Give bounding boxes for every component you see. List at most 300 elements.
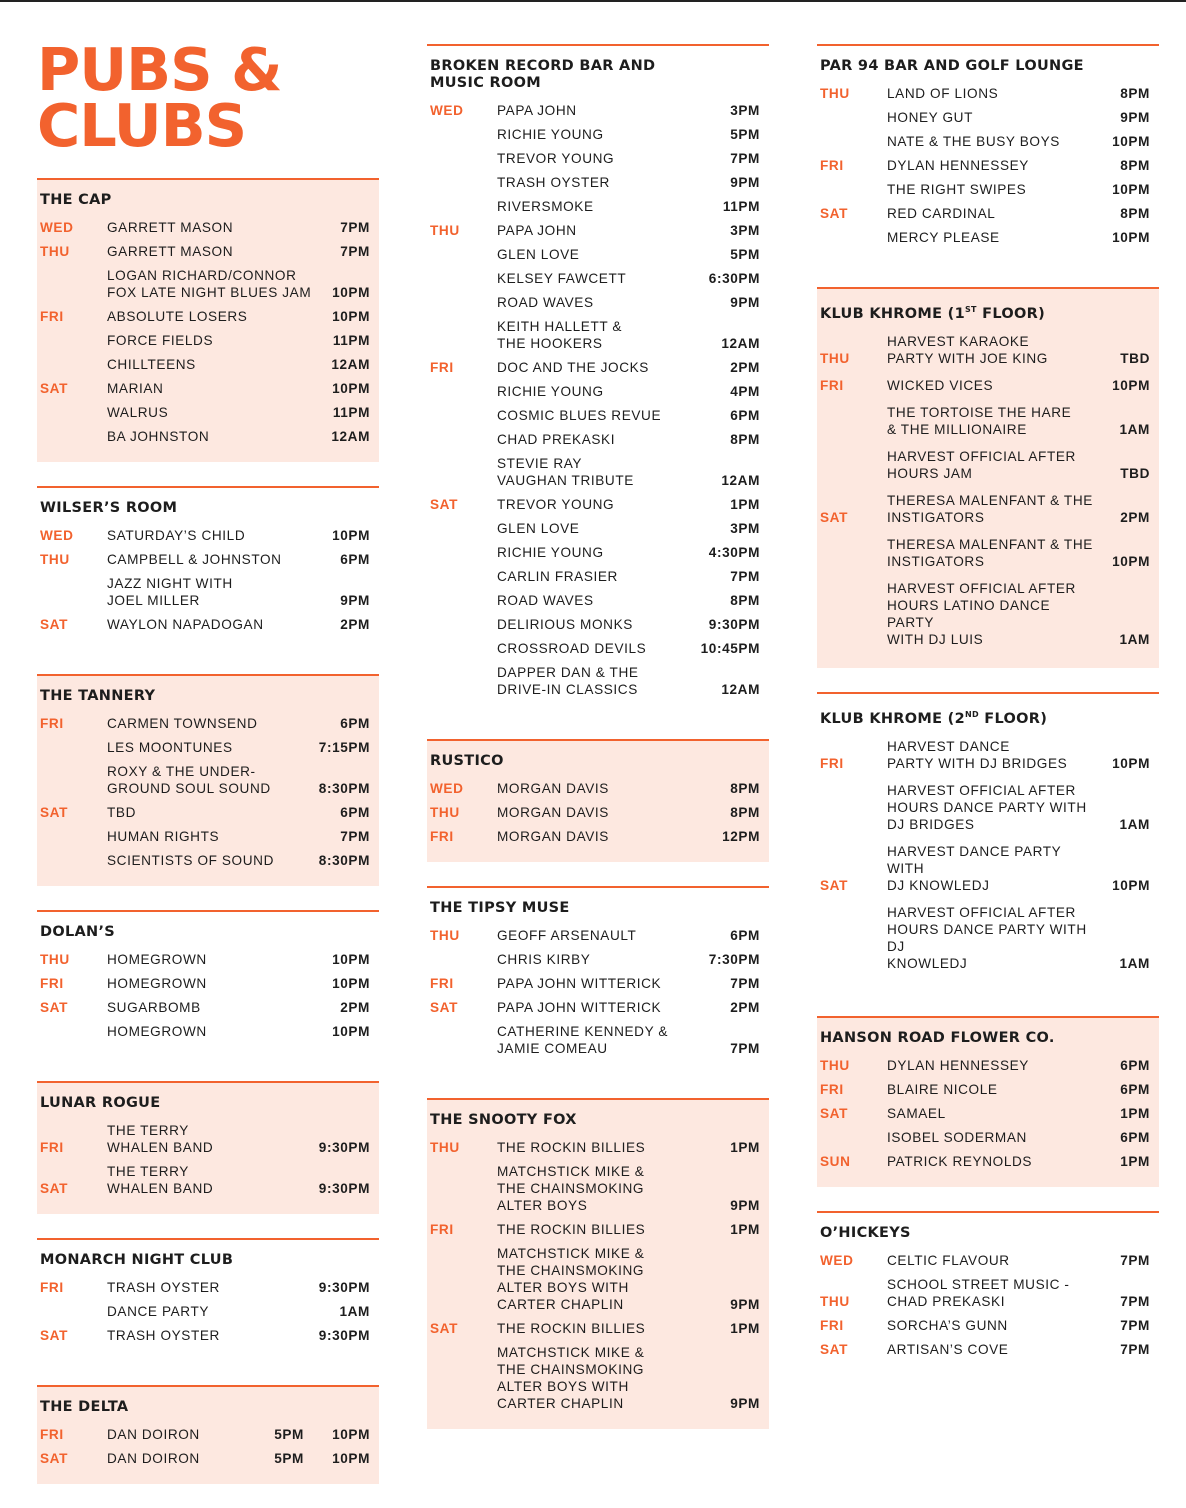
listing-time: 10PM <box>332 381 370 396</box>
listing-act <box>887 1252 1096 1269</box>
listing-day: SAT <box>40 1000 68 1015</box>
listing-time: 6PM <box>340 805 370 820</box>
listing-act-line: SCHOOL STREET MUSIC - <box>887 1276 1070 1292</box>
listing-act-line: GARRETT MASON <box>107 244 234 259</box>
listing-act-line: ALTER BOYS WITH <box>497 1280 629 1295</box>
listing-time: 7PM <box>1120 1317 1150 1333</box>
listing-day: FRI <box>430 976 454 991</box>
listing-row <box>427 1023 769 1057</box>
listing-act-line: MATCHSTICK MIKE & <box>497 1164 645 1179</box>
listing-day: FRI <box>430 1222 454 1237</box>
listing-act <box>107 739 316 756</box>
listing-act-line: MATCHSTICK MIKE & <box>497 1246 645 1261</box>
listing-act-line: CROSSROAD DEVILS <box>497 641 647 656</box>
listing-row <box>37 975 379 992</box>
listing-act <box>107 852 316 869</box>
listing-act-line: ROAD WAVES <box>497 593 594 608</box>
venue-name-text: THE DELTA <box>40 1399 129 1415</box>
listing-act-line: HOURS DANCE PARTY WITH <box>887 799 1087 815</box>
listing-row <box>817 1081 1159 1098</box>
listing-act-line: HARVEST OFFICIAL AFTER <box>887 448 1076 464</box>
page-title-line-2: CLUBS <box>37 91 247 160</box>
listing-act-line: COSMIC BLUES REVUE <box>497 408 662 423</box>
listing-act-line: MARIAN <box>107 381 164 396</box>
listing-act <box>107 1426 274 1443</box>
listing-act <box>497 1320 706 1337</box>
listing-row <box>37 852 379 869</box>
listing-row <box>37 1122 379 1156</box>
venue-block <box>37 910 379 1057</box>
listing-row <box>817 843 1159 894</box>
listing-time: 9PM <box>730 175 760 190</box>
listing-act <box>887 377 1096 394</box>
listing-act-line: ROAD WAVES <box>497 295 594 310</box>
listing-act <box>887 843 1096 894</box>
column-1 <box>37 35 379 1508</box>
listing-act <box>497 150 706 167</box>
listing-act-line: DRIVE-IN CLASSICS <box>497 682 638 697</box>
listing-act <box>107 828 316 845</box>
listing-act <box>497 174 706 191</box>
listing-time: 1PM <box>1120 1153 1150 1169</box>
listing-row <box>427 383 769 400</box>
listing-act-line: JAZZ NIGHT WITH <box>107 576 233 591</box>
listing-time: 12AM <box>721 336 760 351</box>
listing-act <box>497 246 706 263</box>
listing-act <box>497 294 706 311</box>
listing-act-line: HOURS LATINO DANCE PARTY <box>887 597 1051 630</box>
listing-row <box>37 380 379 397</box>
venue-name-text: MONARCH NIGHT CLUB <box>40 1252 234 1268</box>
listing-act <box>887 1129 1096 1146</box>
listing-act-line: SORCHA’S GUNN <box>887 1317 1008 1333</box>
listing-day: FRI <box>40 1280 64 1295</box>
listing-act-line: RICHIE YOUNG <box>497 545 604 560</box>
listing-row <box>427 270 769 287</box>
listing-row <box>427 664 769 698</box>
listing-act <box>497 1023 706 1057</box>
listing-act-line: NATE & THE BUSY BOYS <box>887 134 1060 149</box>
listing-act-line: SATURDAY’S CHILD <box>107 528 246 543</box>
listing-time: 2PM <box>730 360 760 375</box>
listing-act <box>107 404 316 421</box>
listing-time: 1PM <box>1120 1105 1150 1121</box>
listing-row <box>427 126 769 143</box>
listing-act <box>107 332 316 349</box>
listing-day: THU <box>430 928 460 943</box>
listing-act <box>887 536 1096 570</box>
listing-time: 9PM <box>730 1198 760 1213</box>
listing-act <box>887 448 1096 482</box>
venue-name <box>37 1387 379 1426</box>
listing-act <box>107 551 316 568</box>
listing-act <box>107 1163 316 1197</box>
listing-act-line: THE ROCKIN BILLIES <box>497 1222 646 1237</box>
listing-act-line: PAPA JOHN WITTERICK <box>497 1000 662 1015</box>
listing-act-line: BA JOHNSTON <box>107 429 210 444</box>
listing-act <box>497 999 706 1016</box>
listing-time: 9:30PM <box>318 1140 370 1155</box>
listing-time: 12PM <box>722 829 760 844</box>
listing-time: 5PM <box>730 127 760 142</box>
listing-act-line: FORCE FIELDS <box>107 333 214 348</box>
listing-act <box>497 496 706 513</box>
venue-name <box>427 1100 769 1139</box>
listing-row <box>427 222 769 239</box>
listing-act-line: TRASH OYSTER <box>107 1328 220 1343</box>
listing-time: 6PM <box>340 716 370 731</box>
listing-day: THU <box>430 223 460 238</box>
listing-act-line: THE ROCKIN BILLIES <box>497 1140 646 1155</box>
listing-act-line: CHAD PREKASKI <box>497 432 616 447</box>
listing-row <box>427 150 769 167</box>
listing-row <box>427 927 769 944</box>
venue-block <box>427 1098 769 1429</box>
listing-row <box>817 1057 1159 1074</box>
listing-time: 7:15PM <box>318 740 370 755</box>
listing-act-line: PARTY WITH JOE KING <box>887 350 1048 366</box>
listing-act-line: DANCE PARTY <box>107 1304 210 1319</box>
listing-time: 7PM <box>730 976 760 991</box>
listing-act-line: THE TORTOISE THE HARE <box>887 404 1072 420</box>
venue-name-text: DOLAN’S <box>40 924 116 940</box>
listing-day: SAT <box>820 509 848 525</box>
listing-act-line: MORGAN DAVIS <box>497 829 609 844</box>
listing-act-line: SAMAEL <box>887 1105 946 1121</box>
venue-block <box>817 287 1159 668</box>
listing-time: 2PM <box>1120 509 1150 525</box>
listing-row <box>37 1450 379 1467</box>
venue-name-text: O’HICKEYS <box>820 1224 911 1241</box>
listing-time: 3PM <box>730 223 760 238</box>
venue-block <box>427 739 769 862</box>
listing-act <box>887 492 1096 526</box>
listing-act-line: HOURS DANCE PARTY WITH DJ <box>887 921 1087 954</box>
listing-act-line: MORGAN DAVIS <box>497 781 609 796</box>
listing-act <box>107 575 316 609</box>
listing-row <box>817 1252 1159 1269</box>
listing-row <box>427 102 769 119</box>
venue-list <box>37 178 379 1484</box>
listing-act <box>497 1344 706 1412</box>
listing-act-line: ISOBEL SODERMAN <box>887 1129 1027 1145</box>
listing-time: 6:30PM <box>708 271 760 286</box>
listing-day: SAT <box>40 805 68 820</box>
listing-act-line: CAMPBELL & JOHNSTON <box>107 552 282 567</box>
listing-day: SUN <box>820 1153 851 1169</box>
listing-time: 7PM <box>340 829 370 844</box>
listing-row <box>817 229 1159 246</box>
listing-row <box>817 333 1159 367</box>
listing-row <box>817 181 1159 198</box>
listing-act <box>497 592 706 609</box>
listing-time: 8PM <box>1120 86 1150 101</box>
listing-act-line: RIVERSMOKE <box>497 199 594 214</box>
listing-row <box>37 616 379 633</box>
listing-row <box>37 763 379 797</box>
listing-day: WED <box>430 781 464 796</box>
listing-time: 10:45PM <box>700 641 760 656</box>
listing-act-line: WALRUS <box>107 405 169 420</box>
listing-row <box>37 356 379 373</box>
listing-time: 7:30PM <box>708 952 760 967</box>
venue-list <box>817 44 1159 1375</box>
listing-act <box>497 198 706 215</box>
listing-row <box>817 1105 1159 1122</box>
listing-time: 12AM <box>721 682 760 697</box>
listing-time: TBD <box>1120 350 1150 366</box>
listing-act <box>497 222 706 239</box>
listing-day: FRI <box>40 1427 64 1442</box>
venue-name <box>37 180 379 219</box>
listing-act <box>887 181 1096 198</box>
listing-time: 7PM <box>730 1041 760 1056</box>
listing-act <box>887 157 1096 174</box>
listing-act <box>107 428 316 445</box>
listing-act <box>887 133 1096 150</box>
listing-act-line: DAN DOIRON <box>107 1451 200 1466</box>
listing-time: 1AM <box>1119 631 1150 647</box>
listing-row <box>427 951 769 968</box>
listing-time: 10PM <box>1112 134 1150 149</box>
listing-act <box>887 1153 1096 1170</box>
listing-day: WED <box>430 103 464 118</box>
listing-row <box>37 527 379 544</box>
listing-row <box>427 804 769 821</box>
listing-act-line: INSTIGATORS <box>887 509 985 525</box>
venue-name <box>37 1083 379 1122</box>
listing-time: 10PM <box>332 285 370 300</box>
listing-row <box>427 246 769 263</box>
listing-time: 9:30PM <box>318 1280 370 1295</box>
listing-act <box>887 738 1096 772</box>
listing-row <box>427 359 769 376</box>
listing-act <box>107 356 316 373</box>
venue-block <box>37 1238 379 1361</box>
listing-row <box>817 1129 1159 1146</box>
venue-block <box>427 886 769 1074</box>
listing-act-line: THE CHAINSMOKING <box>497 1263 645 1278</box>
listing-day: SAT <box>820 206 848 221</box>
page-title <box>37 35 379 178</box>
listing-day: SAT <box>40 1181 68 1196</box>
venue-name-text: THE CAP <box>40 192 112 208</box>
listing-row <box>37 332 379 349</box>
listing-act <box>497 780 706 797</box>
listing-act <box>497 927 706 944</box>
listing-act-line: THERESA MALENFANT & THE <box>887 492 1093 508</box>
listing-time: 9:30PM <box>318 1328 370 1343</box>
listing-time-start: 5PM <box>274 1451 304 1466</box>
listing-time: 7PM <box>340 220 370 235</box>
listing-day: THU <box>820 1057 850 1073</box>
listing-act <box>107 1327 316 1344</box>
listing-act-line: CARLIN FRASIER <box>497 569 618 584</box>
listing-time: 9PM <box>730 1297 760 1312</box>
listing-act-line: DAN DOIRON <box>107 1427 200 1442</box>
listing-act <box>497 951 706 968</box>
listing-act-line: HARVEST OFFICIAL AFTER <box>887 904 1076 920</box>
listing-day: SAT <box>40 617 68 632</box>
listing-time: 10PM <box>1112 182 1150 197</box>
listing-act <box>497 544 706 561</box>
listing-act <box>107 975 316 992</box>
listing-act-line: HARVEST OFFICIAL AFTER <box>887 782 1076 798</box>
listing-act-line: MATCHSTICK MIKE & <box>497 1345 645 1360</box>
listing-row <box>427 407 769 424</box>
venue-name <box>427 888 769 927</box>
listing-day: WED <box>820 1252 854 1268</box>
listing-act-line: DELIRIOUS MONKS <box>497 617 633 632</box>
listing-act <box>497 975 706 992</box>
listing-time: 11PM <box>332 333 370 348</box>
listing-act-line: HOURS JAM <box>887 465 973 481</box>
listing-act <box>497 520 706 537</box>
venue-block <box>817 1016 1159 1187</box>
listing-row <box>427 592 769 609</box>
listing-act <box>107 951 316 968</box>
listing-act-line: PATRICK REYNOLDS <box>887 1153 1033 1169</box>
listing-time: 7PM <box>1120 1341 1150 1357</box>
listing-day: THU <box>40 244 70 259</box>
listing-row <box>37 575 379 609</box>
listing-row <box>37 551 379 568</box>
listing-time: 1AM <box>339 1304 370 1319</box>
listing-time: 1AM <box>1119 955 1150 971</box>
venue-name-text: WILSER’S ROOM <box>40 500 178 516</box>
venue-name <box>37 912 379 951</box>
listing-act <box>107 1122 316 1156</box>
listing-act <box>497 1163 706 1214</box>
listing-act-line: ROXY & THE UNDER- <box>107 764 256 779</box>
listing-time: 2PM <box>730 1000 760 1015</box>
listing-row <box>37 219 379 236</box>
listing-act <box>497 270 706 287</box>
listing-row <box>817 404 1159 438</box>
listing-time: 10PM <box>1112 377 1150 393</box>
listing-row <box>817 85 1159 102</box>
listing-act-line: FOX LATE NIGHT BLUES JAM <box>107 285 312 300</box>
listing-act-line: THE CHAINSMOKING <box>497 1181 645 1196</box>
listing-act <box>497 616 706 633</box>
top-rule <box>0 0 1186 2</box>
venue-name-tail: FLOOR) <box>978 710 1048 727</box>
listing-row <box>817 492 1159 526</box>
listing-day: WED <box>40 220 74 235</box>
listing-act <box>887 109 1096 126</box>
listing-act <box>887 1341 1096 1358</box>
listing-time: 8PM <box>730 593 760 608</box>
listing-day: SAT <box>820 877 848 893</box>
listing-time: 1AM <box>1119 421 1150 437</box>
listing-act-line: RICHIE YOUNG <box>497 127 604 142</box>
listing-row <box>37 715 379 732</box>
listing-row <box>427 828 769 845</box>
venue-block <box>37 674 379 886</box>
listing-act <box>107 763 316 797</box>
venue-block <box>37 1385 379 1484</box>
listing-act-line: CHAD PREKASKI <box>887 1293 1006 1309</box>
listing-row <box>817 157 1159 174</box>
listing-row <box>427 198 769 215</box>
listing-day: FRI <box>40 309 64 324</box>
listing-time: 11PM <box>722 199 760 214</box>
listing-act <box>107 1450 274 1467</box>
listing-act <box>107 999 316 1016</box>
listing-time: 10PM <box>332 952 370 967</box>
listing-row <box>817 1276 1159 1310</box>
venue-name-text: PAR 94 BAR AND GOLF LOUNGE <box>820 58 1084 74</box>
listing-time: 4PM <box>730 384 760 399</box>
venue-name-text: THE TIPSY MUSE <box>430 900 570 916</box>
listing-day: THU <box>430 1140 460 1155</box>
listing-act-line: HARVEST DANCE PARTY WITH <box>887 843 1062 876</box>
venue-name-text: THE SNOOTY FOX <box>430 1112 577 1128</box>
listing-act-line: JOEL MILLER <box>107 593 200 608</box>
listing-row <box>817 904 1159 972</box>
venue-name <box>427 46 769 102</box>
venue-block <box>817 1211 1159 1375</box>
venue-list <box>427 44 769 1429</box>
listing-act-line: ARTISAN’S COVE <box>887 1341 1009 1357</box>
listing-act-line: KNOWLEDJ <box>887 955 968 971</box>
listing-row <box>427 544 769 561</box>
listing-row <box>817 377 1159 394</box>
listing-act <box>887 333 1096 367</box>
listing-row <box>37 739 379 756</box>
listing-day: FRI <box>40 976 64 991</box>
listing-time: 6PM <box>730 408 760 423</box>
listing-act <box>107 243 316 260</box>
listing-act <box>497 804 706 821</box>
listing-time: 10PM <box>1112 553 1150 569</box>
listing-act <box>497 383 706 400</box>
listing-act <box>497 455 706 489</box>
listing-act <box>107 308 316 325</box>
listing-act-line: WHALEN BAND <box>107 1140 214 1155</box>
listing-day: SAT <box>820 1341 848 1357</box>
listing-time: 1PM <box>730 1321 760 1336</box>
listing-day: FRI <box>40 716 64 731</box>
listing-row <box>37 404 379 421</box>
listing-row <box>37 243 379 260</box>
listing-act <box>887 904 1096 972</box>
listing-row <box>427 294 769 311</box>
listing-act-line: GLEN LOVE <box>497 247 580 262</box>
listing-day: FRI <box>430 829 454 844</box>
listing-act <box>107 380 316 397</box>
listing-act-line: RED CARDINAL <box>887 206 996 221</box>
listing-time: 3PM <box>730 103 760 118</box>
listing-act-line: PAPA JOHN WITTERICK <box>497 976 662 991</box>
listing-act <box>887 1057 1096 1074</box>
listing-act-line: HARVEST DANCE <box>887 738 1010 754</box>
listing-time: 1PM <box>730 497 760 512</box>
listing-act <box>107 219 316 236</box>
listing-act-line: CARTER CHAPLIN <box>497 1396 624 1411</box>
listing-time: 4:30PM <box>708 545 760 560</box>
listing-act-line: SCIENTISTS OF SOUND <box>107 853 274 868</box>
listing-act <box>497 431 706 448</box>
venue-block <box>817 44 1159 263</box>
listing-act <box>107 1303 316 1320</box>
listing-act-line: VAUGHAN TRIBUTE <box>497 473 634 488</box>
listing-act-line: PAPA JOHN <box>497 223 577 238</box>
listing-row <box>427 520 769 537</box>
listing-day: SAT <box>40 1328 68 1343</box>
venue-name-superscript: ND <box>965 709 979 719</box>
listing-time: 7PM <box>1120 1252 1150 1268</box>
